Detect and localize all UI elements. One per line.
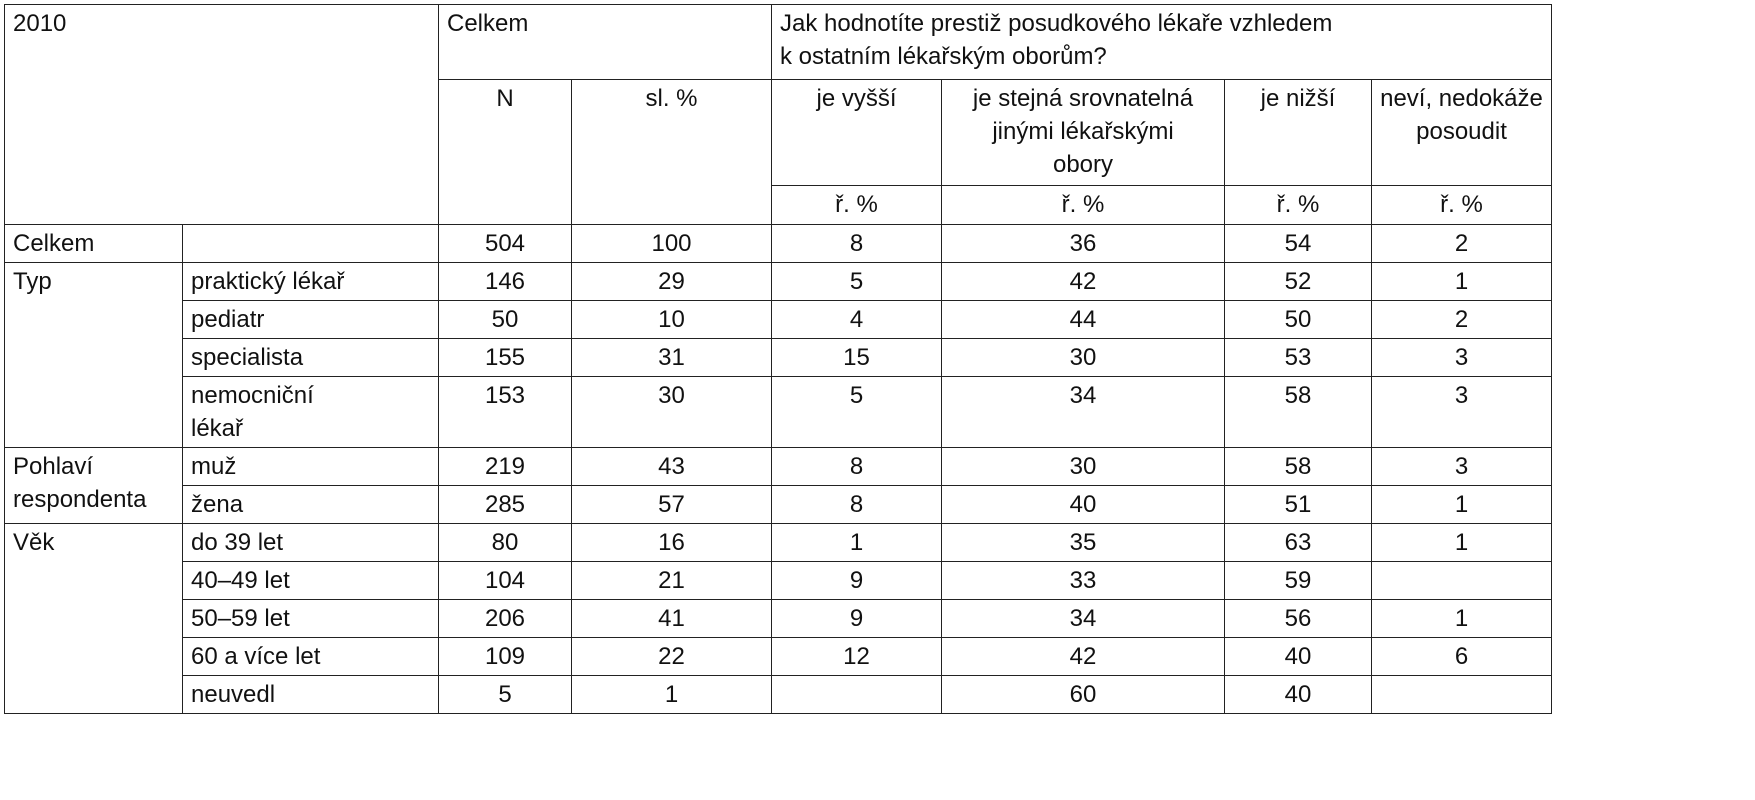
cell-same: 44 [942,301,1225,339]
row-label [183,377,439,448]
cell-same: 34 [942,600,1225,638]
group-type-label [5,263,183,448]
cell-lower: 63 [1225,524,1372,562]
cell-lower: 51 [1225,486,1372,524]
opt-dk-line-2: posoudit [1416,118,1507,145]
table-row [5,301,1552,339]
cell-lower: 40 [1225,676,1372,714]
cell-higher: 15 [772,339,942,377]
table-row [5,339,1552,377]
cell-lower: 40 [1225,638,1372,676]
cell-same: 30 [942,448,1225,486]
cell-dk [1372,562,1552,600]
row-label: 60 a více let [183,638,439,676]
cell-higher: 8 [772,448,942,486]
cell-sl: 22 [572,638,772,676]
row-label: 40–49 let [183,562,439,600]
cell-same: 60 [942,676,1225,714]
opt-lower-header [1225,80,1372,186]
cell-sl: 41 [572,600,772,638]
question-cell [772,5,1552,80]
table-row [5,486,1552,524]
cell-same: 30 [942,339,1225,377]
table-row [5,638,1552,676]
cell-sl: 31 [572,339,772,377]
table-row [5,263,1552,301]
cell-n: 285 [439,486,572,524]
cell-higher: 4 [772,301,942,339]
row-label: žena [183,486,439,524]
year-cell [5,5,439,225]
cell-higher: 12 [772,638,942,676]
table-row [5,524,1552,562]
cell-n: 219 [439,448,572,486]
cell-lower: 58 [1225,377,1372,448]
unit-lower: ř. % [1225,186,1372,225]
cell-dk: 1 [1372,524,1552,562]
total-header-label: Celkem [447,10,529,37]
cell-n: 80 [439,524,572,562]
opt-same-line-3: obory [1052,151,1114,178]
cell-lower: 56 [1225,600,1372,638]
opt-same-line-1: je stejná srovnatelná [972,85,1194,112]
col-n-label: N [496,85,514,112]
group-sex-line-1: Pohlaví [13,453,94,480]
cell-sl: 43 [572,448,772,486]
cell-higher [772,676,942,714]
row-label: praktický lékař [183,263,439,301]
cell-dk: 3 [1372,377,1552,448]
row-label: specialista [183,339,439,377]
cell-higher: 8 [772,225,942,263]
cell-dk: 3 [1372,339,1552,377]
cell-n: 50 [439,301,572,339]
cell-n: 155 [439,339,572,377]
cell-sl: 29 [572,263,772,301]
row-label: 50–59 let [183,600,439,638]
cell-n: 504 [439,225,572,263]
group-age-text: Věk [13,529,55,556]
question-line-1: Jak hodnotíte prestiž posudkového lékaře vzhledem [780,10,1333,37]
cell-higher: 5 [772,263,942,301]
cell-dk: 1 [1372,486,1552,524]
cell-same: 42 [942,638,1225,676]
table-row [5,377,1552,448]
cell-dk [1372,676,1552,714]
cell-lower: 54 [1225,225,1372,263]
results-table [4,4,1552,714]
cell-dk: 3 [1372,448,1552,486]
group-sex-label [5,448,183,524]
table-wrapper [4,4,1552,714]
cell-sl: 16 [572,524,772,562]
cell-dk: 1 [1372,263,1552,301]
cell-sl: 57 [572,486,772,524]
opt-dk-header [1372,80,1552,186]
cell-higher: 9 [772,600,942,638]
cell-sl: 10 [572,301,772,339]
col-sl-header [572,80,772,225]
table-row [5,600,1552,638]
opt-dk-line-1: neví, nedokáže [1380,85,1543,112]
cell-same: 35 [942,524,1225,562]
cell-same: 36 [942,225,1225,263]
unit-higher: ř. % [772,186,942,225]
cell-dk: 1 [1372,600,1552,638]
cell-dk: 2 [1372,301,1552,339]
cell-n: 206 [439,600,572,638]
question-line-2: k ostatním lékařským oborům? [780,43,1107,70]
cell-lower: 58 [1225,448,1372,486]
row-label: pediatr [183,301,439,339]
col-n-header [439,80,572,225]
row-label-line-1: nemocniční [191,382,314,409]
year-label: 2010 [13,10,67,37]
cell-n: 153 [439,377,572,448]
opt-lower-label: je nižší [1260,85,1336,112]
cell-dk: 2 [1372,225,1552,263]
row-label-line-2: lékař [191,415,244,442]
cell-sl: 1 [572,676,772,714]
row-label: do 39 let [183,524,439,562]
cell-lower: 50 [1225,301,1372,339]
table-row [5,448,1552,486]
group-type-text: Typ [13,268,52,295]
cell-same: 42 [942,263,1225,301]
cell-higher: 5 [772,377,942,448]
cell-same: 33 [942,562,1225,600]
row-label: neuvedl [183,676,439,714]
cell-n: 146 [439,263,572,301]
unit-dk: ř. % [1372,186,1552,225]
cell-lower: 52 [1225,263,1372,301]
cell-n: 109 [439,638,572,676]
table-row [5,676,1552,714]
cell-lower: 59 [1225,562,1372,600]
table-row [5,225,1552,263]
row-label: muž [183,448,439,486]
group-sex-line-2: respondenta [13,486,147,513]
cell-higher: 9 [772,562,942,600]
group-age-label [5,524,183,714]
opt-higher-header [772,80,942,186]
total-header-cell [439,5,772,80]
row-label [183,225,439,263]
cell-same: 34 [942,377,1225,448]
cell-n: 104 [439,562,572,600]
cell-lower: 53 [1225,339,1372,377]
cell-higher: 1 [772,524,942,562]
opt-same-header [942,80,1225,186]
cell-sl: 30 [572,377,772,448]
cell-sl: 100 [572,225,772,263]
opt-same-line-2: jinými lékařskými [992,118,1174,145]
unit-same: ř. % [942,186,1225,225]
cell-sl: 21 [572,562,772,600]
table-row [5,562,1552,600]
col-sl-label: sl. % [645,85,698,112]
cell-higher: 8 [772,486,942,524]
opt-higher-label: je vyšší [816,85,897,112]
cell-same: 40 [942,486,1225,524]
cell-dk: 6 [1372,638,1552,676]
header-row-1 [5,5,1552,80]
group-total-label: Celkem [5,225,183,263]
cell-n: 5 [439,676,572,714]
